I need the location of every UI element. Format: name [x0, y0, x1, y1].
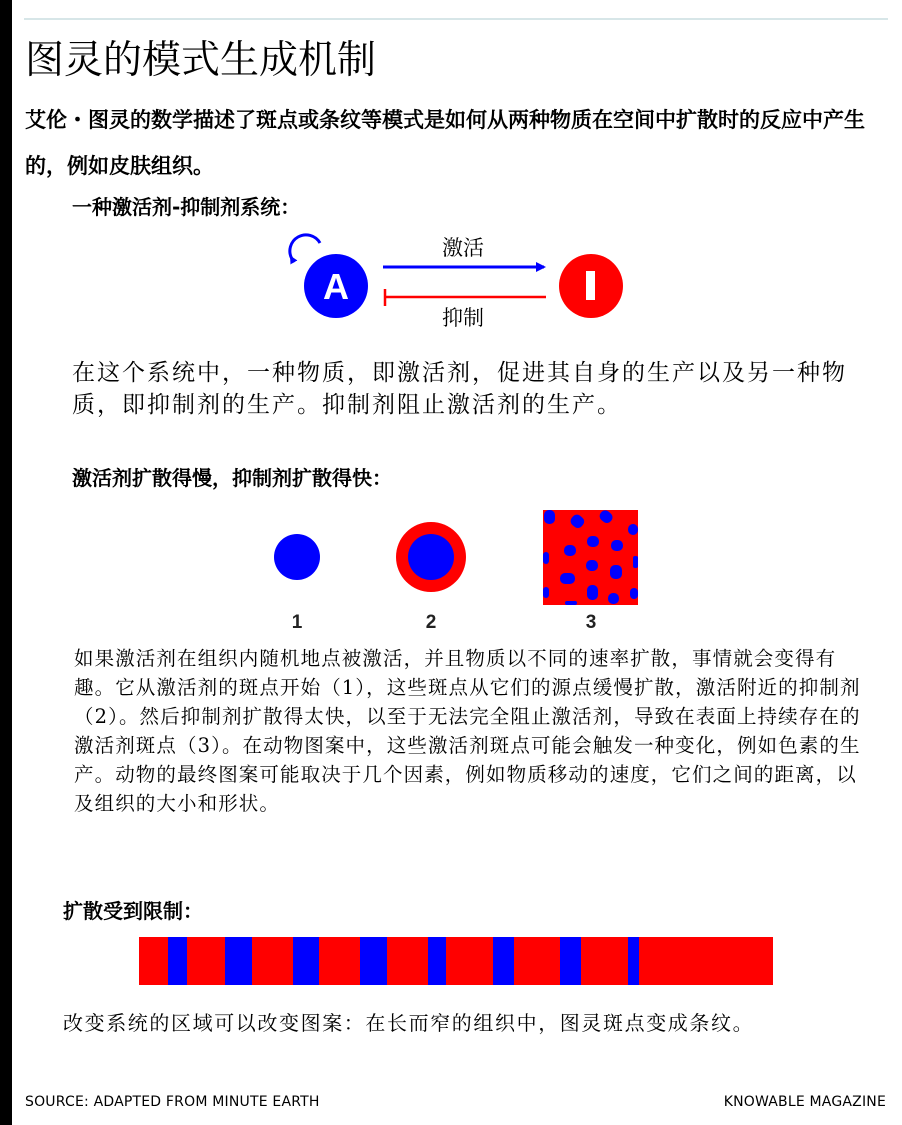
- left-border: [0, 0, 12, 1125]
- page-title: 图灵的模式生成机制: [25, 38, 377, 83]
- stage-1-activator-spot: [274, 534, 320, 580]
- inhibitor-node-label-glyph: [586, 271, 595, 300]
- publisher-credit: KNOWABLE MAGAZINE: [723, 1094, 886, 1110]
- stage-3-spot-pattern: [543, 508, 638, 605]
- activate-label: 激活: [442, 236, 484, 260]
- blue-stripe: [628, 937, 639, 985]
- blue-stripe: [560, 937, 581, 985]
- blue-stripe: [225, 937, 252, 985]
- blue-stripe: [293, 937, 319, 985]
- activator-node-label: A: [323, 266, 349, 307]
- top-divider: [24, 18, 888, 20]
- blue-stripe: [493, 937, 514, 985]
- stage-3-label: 3: [585, 612, 597, 633]
- source-credit: SOURCE: ADAPTED FROM MINUTE EARTH: [25, 1094, 320, 1110]
- limited-description: 改变系统的区域可以改变图案：在长而窄的组织中，图灵斑点变成条纹。: [63, 1011, 755, 1035]
- stage-2-label: 2: [425, 612, 437, 633]
- subtitle: 艾伦・图灵的数学描述了斑点或条纹等模式是如何从两种物质在空间中扩散时的反应中产生的，例如皮肤组织。: [25, 108, 865, 178]
- diffusion-description: 如果激活剂在组织内随机地点被激活，并且物质以不同的速率扩散，事情就会变得有趣。它从激活剂的斑点开始（1），这些斑点从它们的源点缓慢扩散，激活附近的抑制剂（2）。然后抑制剂扩散得太快，以至于无法完全阻止激活剂，导致在表面上持续存在的激活剂斑点（3）。在动物图案中，这些激活剂斑点可能会触发一种变化，例如色素的生产。动物的最终图案可能取决于几个因素，例如物质移动的速度，它们之间的距离，以及组织的大小和形状。: [74, 647, 861, 815]
- self-activation-loop-icon: [290, 235, 320, 259]
- stage-2-inhibitor-ring: [396, 522, 466, 592]
- blue-stripe: [168, 937, 187, 985]
- blue-stripe: [360, 937, 387, 985]
- system-description: 在这个系统中，一种物质，即激活剂，促进其自身的生产以及另一种物质，即抑制剂的生产。抑制剂阻止激活剂的生产。: [72, 360, 847, 418]
- section-heading-diffusion: 激活剂扩散得慢，抑制剂扩散得快：: [72, 466, 392, 490]
- blue-stripe: [428, 937, 446, 985]
- inhibit-label: 抑制: [442, 306, 484, 330]
- section-heading-limited: 扩散受到限制：: [63, 899, 203, 923]
- stage-1-label: 1: [291, 612, 303, 633]
- diffusion-stages-diagram: [260, 505, 660, 635]
- section-heading-system: 一种激活剂-抑制剂系统：: [72, 195, 301, 219]
- activator-inhibitor-diagram: [270, 225, 640, 335]
- stripe-pattern-bar: [139, 937, 774, 985]
